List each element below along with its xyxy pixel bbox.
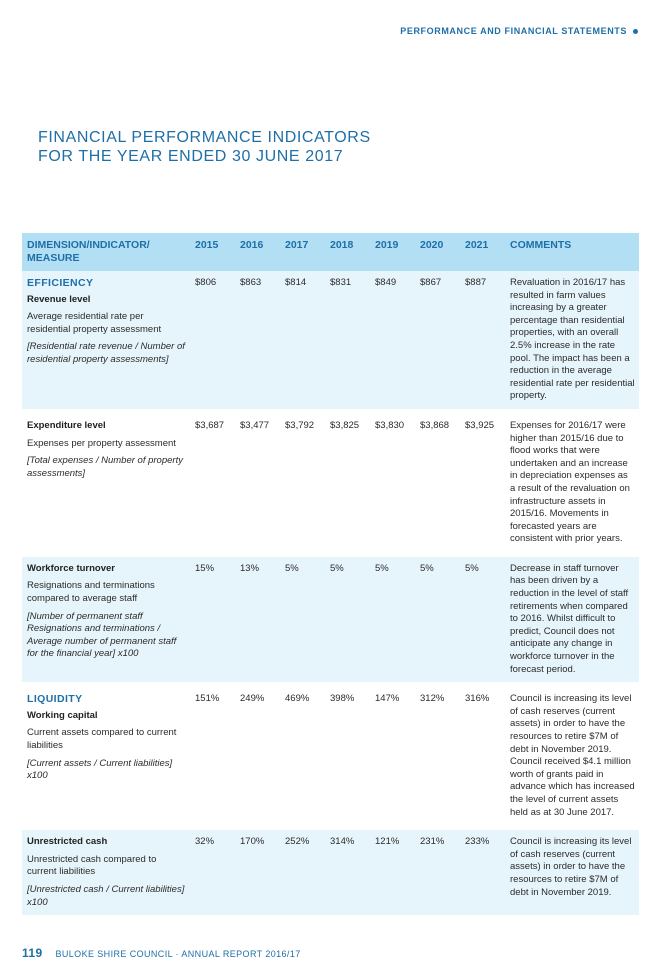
indicator-name: Workforce turnover [27, 562, 115, 574]
column-header-year: 2016 [236, 233, 281, 271]
indicator-name: Unrestricted cash [27, 836, 108, 848]
indicator-name: Revenue level [27, 293, 91, 305]
value-cell-2017: 5% [281, 557, 326, 682]
value-cell-2017: 252% [281, 830, 326, 915]
value-cell-2020: 5% [416, 557, 461, 682]
dimension-cell [22, 557, 191, 682]
indicator-measure: Resignations and terminations compared to average staff [27, 580, 155, 605]
value-cell-2018: 398% [326, 687, 371, 825]
financial-indicators-table [22, 233, 639, 915]
page-title-line-2: FOR THE YEAR ENDED 30 JUNE 2017 [38, 148, 344, 165]
value-cell-2019: $849 [371, 271, 416, 409]
value-cell-2015: 151% [191, 687, 236, 825]
column-header-year: 2017 [281, 233, 326, 271]
value-cell-2017: $814 [281, 271, 326, 409]
footer-text: BULOKE SHIRE COUNCIL · ANNUAL REPORT 2016/17 [55, 949, 301, 959]
table-row [22, 830, 639, 915]
running-header [400, 26, 638, 36]
dimension-cell [22, 271, 191, 409]
value-cell-2020: 231% [416, 830, 461, 915]
dimension-cell [22, 414, 191, 552]
indicator-formula: [Number of permanent staff Resignations and terminations / Average number of permanent staff for the financial year] x100 [27, 610, 177, 660]
table-row [22, 557, 639, 682]
comment-cell: Council is increasing its level of cash reserves (current assets) in order to have the resources to retire $7M of debt in November 2019. [506, 830, 639, 915]
value-cell-2018: 5% [326, 557, 371, 682]
indicator-formula: [Current assets / Current liabilities] x100 [27, 757, 173, 782]
page-title-line-1: FINANCIAL PERFORMANCE INDICATORS [38, 129, 371, 146]
column-header-year: 2020 [416, 233, 461, 271]
value-cell-2015: 15% [191, 557, 236, 682]
column-header-year: 2019 [371, 233, 416, 271]
value-cell-2021: $887 [461, 271, 506, 409]
value-cell-2021: 5% [461, 557, 506, 682]
value-cell-2019: 121% [371, 830, 416, 915]
column-header-dimension: DIMENSION/INDICATOR/ MEASURE [22, 233, 191, 271]
value-cell-2020: $3,868 [416, 414, 461, 552]
comment-cell: Expenses for 2016/17 were higher than 2015/16 due to flood works that were undertaken and an increase in depreciation expenses as a result of the revaluation on infrastructure assets in 2015/16. Movements in forecasted years are consistent with prior years. [506, 414, 639, 552]
page-number: 119 [22, 946, 43, 960]
table-row [22, 414, 639, 552]
value-cell-2016: 13% [236, 557, 281, 682]
indicator-formula: [Residential rate revenue / Number of residential property assessments] [27, 341, 185, 365]
indicator-name: Expenditure level [27, 419, 106, 431]
column-header-comments: COMMENTS [506, 233, 639, 271]
value-cell-2020: $867 [416, 271, 461, 409]
value-cell-2017: $3,792 [281, 414, 326, 552]
indicator-measure: Unrestricted cash compared to current liabilities [27, 853, 157, 878]
value-cell-2021: 316% [461, 687, 506, 825]
column-header-year: 2015 [191, 233, 236, 271]
indicator-formula: [Total expenses / Number of property assessments] [27, 455, 183, 479]
comment-cell: Revaluation in 2016/17 has resulted in farm values increasing by a greater percentage than residential properties, with an overall 2.5% increase in the rate pool. The impact has been a reduction in the average residential rate per residential property. [506, 271, 639, 409]
value-cell-2018: 314% [326, 830, 371, 915]
dimension-cell [22, 687, 191, 825]
value-cell-2016: $863 [236, 271, 281, 409]
table-row [22, 687, 639, 825]
comment-cell: Decrease in staff turnover has been driven by a reduction in the level of staff retirements when compared to 2016. Whilst difficult to predict, Council does not anticipate any change in workforce turnover in the forecast period. [506, 557, 639, 682]
value-cell-2018: $831 [326, 271, 371, 409]
indicator-formula: [Unrestricted cash / Current liabilities] x100 [27, 883, 185, 908]
indicator-measure: Average residential rate per residential property assessment [27, 311, 162, 335]
indicator-name: Working capital [27, 709, 98, 721]
value-cell-2015: 32% [191, 830, 236, 915]
value-cell-2019: 147% [371, 687, 416, 825]
section-label: LIQUIDITY [27, 693, 83, 706]
value-cell-2021: 233% [461, 830, 506, 915]
table-row [22, 271, 639, 409]
section-label: EFFICIENCY [27, 277, 94, 289]
value-cell-2019: $3,830 [371, 414, 416, 552]
page-title [38, 128, 371, 166]
value-cell-2015: $806 [191, 271, 236, 409]
table-header-row [22, 233, 639, 271]
value-cell-2018: $3,825 [326, 414, 371, 552]
value-cell-2017: 469% [281, 687, 326, 825]
column-header-year: 2018 [326, 233, 371, 271]
indicator-measure: Current assets compared to current liabilities [27, 727, 177, 751]
running-header-text: PERFORMANCE AND FINANCIAL STATEMENTS [400, 26, 627, 36]
indicator-measure: Expenses per property assessment [27, 437, 176, 449]
value-cell-2015: $3,687 [191, 414, 236, 552]
column-header-year: 2021 [461, 233, 506, 271]
comment-cell: Council is increasing its level of cash reserves (current assets) in order to have the resources to retire $7M of debt in November 2019. Council received $4.1 million worth of grants paid in advance which has increased the level of current assets held as at 30 June 2017. [506, 687, 639, 825]
value-cell-2016: 170% [236, 830, 281, 915]
value-cell-2016: 249% [236, 687, 281, 825]
bullet-icon [633, 29, 638, 34]
value-cell-2020: 312% [416, 687, 461, 825]
value-cell-2016: $3,477 [236, 414, 281, 552]
value-cell-2021: $3,925 [461, 414, 506, 552]
dimension-cell [22, 830, 191, 915]
value-cell-2019: 5% [371, 557, 416, 682]
